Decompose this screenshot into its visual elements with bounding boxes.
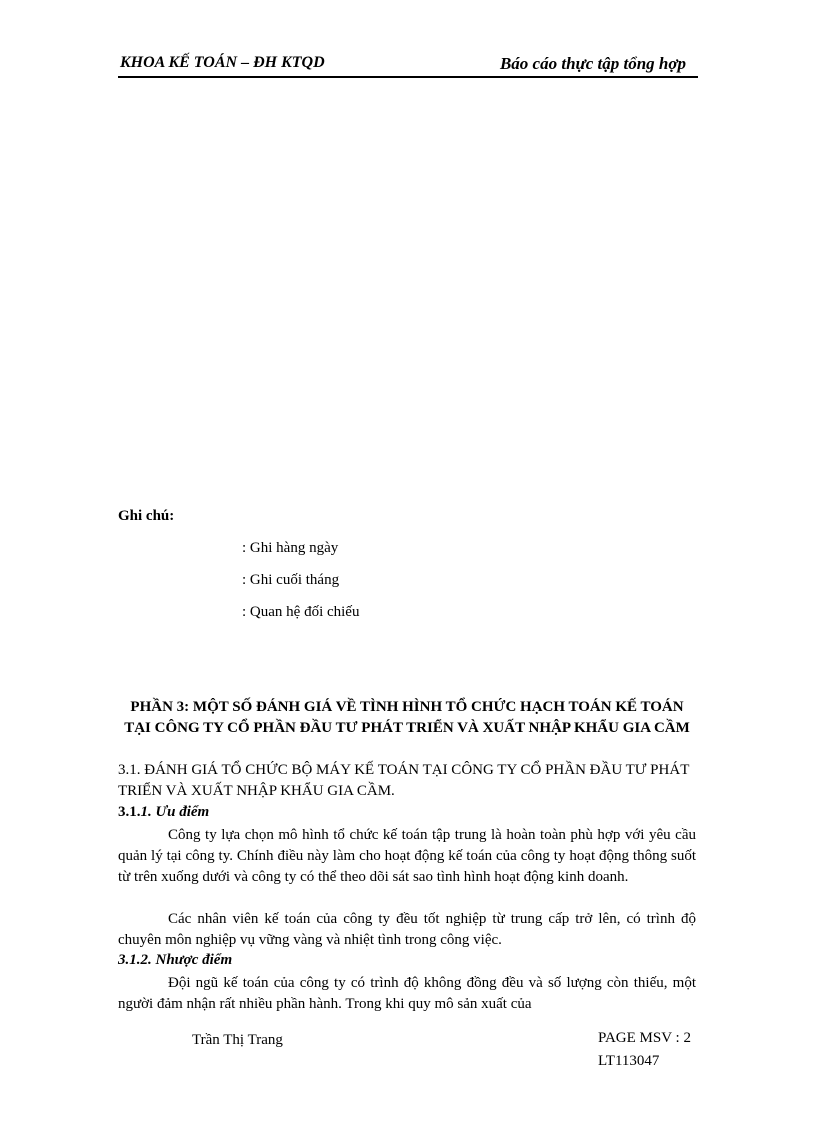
disadvantages-paragraph: Đội ngũ kế toán của công ty có trình độ không đồng đều và số lượng còn thiếu, một người đảm nhận rất nhiều phần hành. Trong khi quy mô sản xuất của (118, 975, 696, 1012)
section-title: 3.1. ĐÁNH GIÁ TỔ CHỨC BỘ MÁY KẾ TOÁN TẠI CÔNG TY CỔ PHẦN ĐẦU TƯ PHÁT TRIỂN VÀ XUẤT NHẬP KHẨU GIA CẦM. (118, 762, 690, 799)
header-divider (118, 76, 698, 78)
footer-page-msv (598, 1030, 691, 1047)
advantages-number: 3.1. (118, 804, 141, 820)
advantages-heading (118, 804, 209, 821)
advantages-paragraph-1: Công ty lựa chọn mô hình tổ chức kế toán tập trung là hoàn toàn phù hợp với yêu cầu quản lý tại công ty. Chính điều này làm cho hoạt động kế toán của công ty hoạt động thông suốt từ trên xuống dưới và công ty có thể theo dõi sát sao tình hình hoạt động kinh doanh. (118, 827, 696, 885)
footer-student-id: LT113047 (598, 1053, 660, 1069)
disadvantages-heading: 3.1.2. Nhược điểm (118, 952, 233, 968)
note-reconcile: : Quan hệ đối chiếu (242, 604, 360, 620)
advantages-label: 1. Ưu điểm (140, 804, 210, 820)
advantages-paragraph-2: Các nhân viên kế toán của công ty đều tốt nghiệp từ trung cấp trở lên, có trình độ chuyên môn nghiệp vụ vững vàng và nhiệt tình trong công việc. (118, 911, 696, 948)
header-report-title: Báo cáo thực tập tổng hợp (499, 54, 686, 73)
note-daily: : Ghi hàng ngày (242, 540, 339, 556)
footer-msv: MSV : 2 (639, 1030, 691, 1046)
notes-title: Ghi chú: (118, 508, 175, 524)
part-title: PHẦN 3: MỘT SỐ ĐÁNH GIÁ VỀ TÌNH HÌNH TỔ CHỨC HẠCH TOÁN KẾ TOÁN TẠI CÔNG TY CỔ PHẦN ĐẦU TƯ PHÁT TRIỂN VÀ XUẤT NHẬP KHẨU GIA CẦM (124, 699, 690, 736)
note-monthly: : Ghi cuối tháng (242, 572, 340, 588)
footer-author: Trần Thị Trang (192, 1032, 283, 1048)
header-faculty: KHOA KẾ TOÁN – ĐH KTQD (120, 54, 325, 71)
footer-page-label: PAGE (598, 1030, 636, 1046)
